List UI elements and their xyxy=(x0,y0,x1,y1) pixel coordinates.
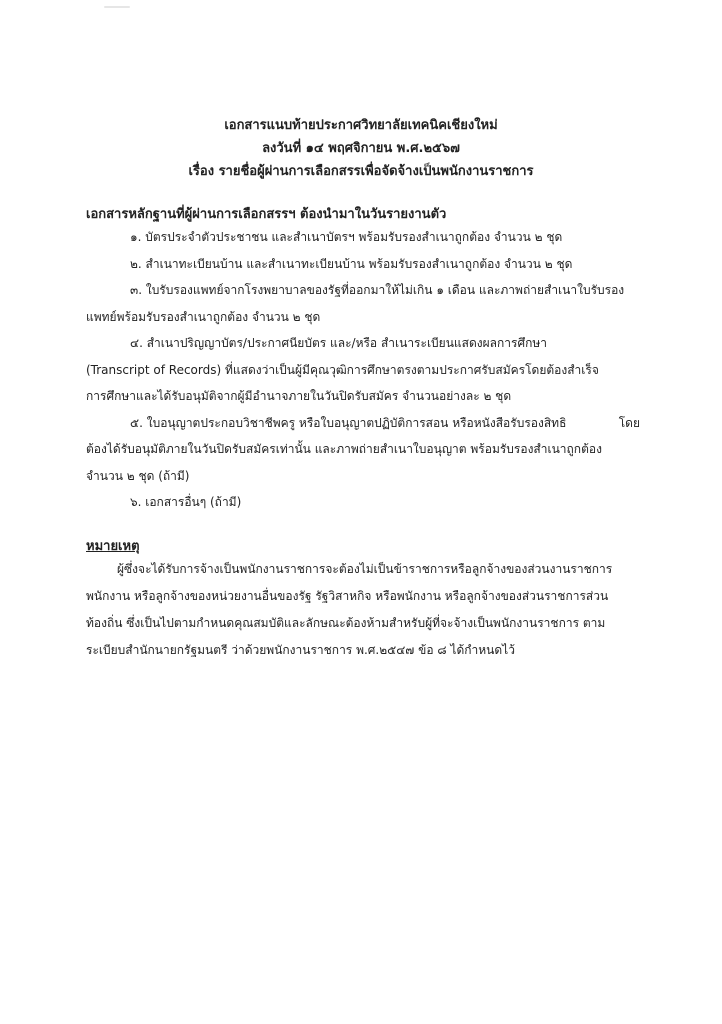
item-2-text: ๒. สำเนาทะเบียนบ้าน และสำเนาทะเบียนบ้าน พร้อมรับรองสำเนาถูกต้อง จำนวน ๒ ชุด xyxy=(130,256,573,271)
list-item xyxy=(86,410,640,490)
item-4-line-3: การศึกษาและได้รับอนุมัติจากผู้มีอำนาจภายในวันปิดรับสมัคร จำนวนอย่างละ ๒ ชุด xyxy=(86,389,512,403)
remarks-paragraph xyxy=(86,556,640,664)
item-3-line-2: แพทย์พร้อมรับรองสำเนาถูกต้อง จำนวน ๒ ชุด xyxy=(86,309,321,324)
item-1-text: ๑. บัตรประจำตัวประชาชน และสำเนาบัตรฯ พร้อมรับรองสำเนาถูกต้อง จำนวน ๒ ชุด xyxy=(130,230,563,244)
header-date: ลงวันที่ ๑๔ พฤศจิกายน พ.ศ.๒๕๖๗ xyxy=(262,141,460,156)
item-5-line-2: ต้องได้รับอนุมัติภายในวันปิดรับสมัครเท่านั้น และภาพถ่ายสำเนาใบอนุญาต พร้อมรับรองสำเนาถูกต้อง xyxy=(86,442,602,456)
item-4-line-1: ๔. สำเนาปริญญาบัตร/ประกาศนียบัตร และ/หรือ สำเนาระเบียนแสดงผลการศึกษา xyxy=(130,336,547,350)
list-item xyxy=(86,277,640,330)
item-3-line-1: ๓. ใบรับรองแพทย์จากโรงพยาบาลของรัฐที่ออกมาให้ไม่เกิน ๑ เดือน และภาพถ่ายสำเนาใบรับรอง xyxy=(130,283,625,297)
remarks-title: หมายเหตุ xyxy=(86,539,140,554)
item-5-line-1-end: โดย xyxy=(618,415,640,430)
remarks-line-1: ผู้ซึ่งจะได้รับการจ้างเป็นพนักงานราชการจะต้องไม่เป็นข้าราชการหรือลูกจ้างของส่วนงานราชการ xyxy=(117,562,613,576)
header-subject: เรื่อง รายชื่อผู้ผ่านการเลือกสรรเพื่อจัดจ้างเป็นพนักงานราชการ xyxy=(188,164,534,179)
documents-section-title: เอกสารหลักฐานที่ผู้ผ่านการเลือกสรรฯ ต้องนำมาในวันรายงานตัว xyxy=(86,207,447,222)
list-item xyxy=(86,251,640,278)
list-item xyxy=(86,330,640,410)
item-6-text: ๖. เอกสารอื่นๆ (ถ้ามี) xyxy=(130,495,242,509)
header-title: เอกสารแนบท้ายประกาศวิทยาลัยเทคนิคเชียงใหม่ xyxy=(224,118,498,133)
remarks-line-4: ระเบียบสำนักนายกรัฐมนตรี ว่าด้วยพนักงานราชการ พ.ศ.๒๕๔๗ ข้อ ๘ ได้กำหนดไว้ xyxy=(86,643,515,657)
remarks-line-2: พนักงาน หรือลูกจ้างของหน่วยงานอื่นของรัฐ รัฐวิสาหกิจ หรือพนักงาน หรือลูกจ้างของส่วนราชการส่วน xyxy=(86,589,609,603)
list-item xyxy=(86,224,640,251)
remarks-line-3: ท้องถิ่น ซึ่งเป็นไปตามกำหนดคุณสมบัติและลักษณะต้องห้ามสำหรับผู้ที่จะจ้างเป็นพนักงานราชการ ตาม xyxy=(86,616,606,630)
item-4-line-2: (Transcript of Records) ที่แสดงว่าเป็นผู้มีคุณวุฒิการศึกษาตรงตามประกาศรับสมัครโดยต้องสำเร็จ xyxy=(86,362,599,377)
item-5-line-3: จำนวน ๒ ชุด (ถ้ามี) xyxy=(86,468,190,483)
list-item xyxy=(86,489,640,516)
item-5-line-1-main: ๕. ใบอนุญาตประกอบวิชาชีพครู หรือใบอนุญาตปฏิบัติการสอน หรือหนังสือรับรองสิทธิ xyxy=(130,415,567,430)
documents-list xyxy=(86,224,640,516)
scan-mark xyxy=(104,6,130,8)
item-5-line-1 xyxy=(86,410,640,437)
document-header xyxy=(0,114,722,183)
